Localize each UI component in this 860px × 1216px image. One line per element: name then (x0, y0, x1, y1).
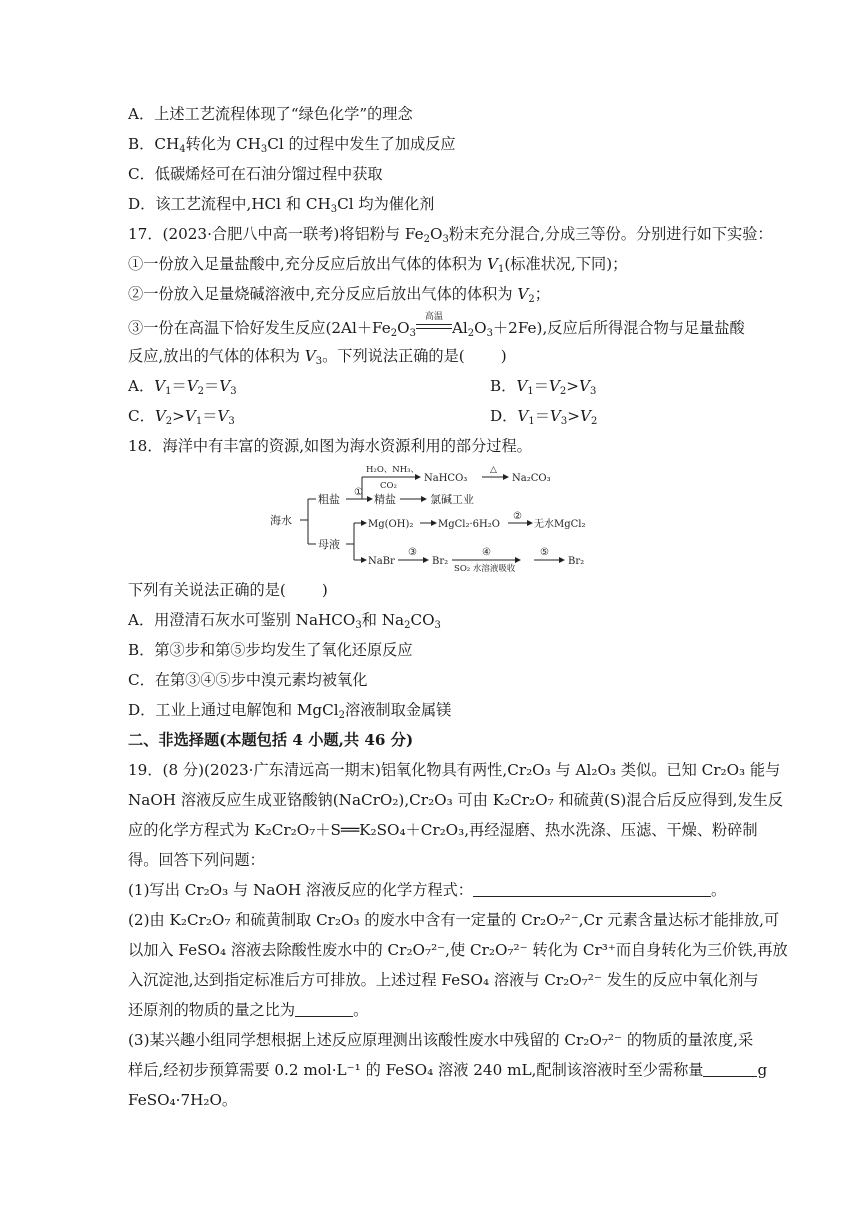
q17-stem: 17．(2023·合肥八中高一联考)将铝粉与 $Fe_2O_3$粉末充分混合,分成三等份。分别进行如下实验： (128, 225, 773, 245)
q18-option-c: C．在第③④⑤步中溴元素均被氧化 (128, 671, 368, 689)
label-step-2: ② (513, 511, 522, 522)
seawater-flow-diagram (268, 460, 600, 572)
label-co2: CO₂ (380, 481, 397, 491)
q17-option-a: A．$V_1=V_2=V_3$ (128, 377, 237, 397)
q18-question: 下列有关说法正确的是( ) (128, 581, 328, 599)
label-heat: △ (490, 465, 497, 475)
label-so2-absorb: SO₂ 水溶液吸收 (454, 564, 516, 572)
section-heading: 二、非选择题(本题包括 4 小题,共 46 分) (128, 731, 414, 749)
node-seawater: 海水 (270, 514, 292, 527)
q17-item-1: ①一份放入足量盐酸中,充分反应后放出气体的体积为 $V_1$(标准状况,下同)； (128, 255, 628, 275)
q18-option-d: D．工业上通过电解饱和 MgCl$_2$溶液制取金属镁 (128, 701, 452, 721)
node-mother-liquor: 母液 (318, 538, 340, 551)
q19-part-3-line-2: 样后,经初步预算需要 0.2 mol·L⁻¹ 的 FeSO₄ 溶液 240 mL,配制该溶液时至少需称量 g (128, 1061, 768, 1079)
q19-part-2-line-2: 以加入 FeSO₄ 溶液去除酸性废水中的 Cr₂O₇²⁻,使 Cr₂O₇²⁻ 转化为 Cr³⁺而自身转化为三价铁,再放 (128, 941, 788, 959)
q18-stem: 18．海洋中有丰富的资源,如图为海水资源利用的部分过程。 (128, 437, 532, 455)
node-mgoh2: Mg(OH)₂ (368, 519, 414, 530)
label-step-1: ① (354, 487, 363, 498)
node-nabr: NaBr (368, 556, 395, 567)
node-mgcl2-hydrate: MgCl₂·6H₂O (438, 519, 500, 530)
node-anhydrous-mgcl2: 无水MgCl₂ (534, 519, 586, 530)
q19-part-2-line-4: 还原剂的物质的量之比为 。 (128, 1001, 369, 1019)
q16-option-a: A．上述工艺流程体现了“绿色化学”的理念 (128, 105, 413, 123)
node-crude-salt: 粗盐 (318, 493, 340, 506)
label-step-4: ④ (482, 547, 491, 558)
q17-item-2: ②一份放入足量烧碱溶液中,充分反应后放出气体的体积为 $V_2$； (128, 285, 550, 305)
q17-option-b: B．$V_1=V_2>V_3$ (490, 377, 597, 397)
q19-part-3-line-1: (3)某兴趣小组同学想根据上述反应原理测出该酸性废水中残留的 Cr₂O₇²⁻ 的物质的量浓度,采 (128, 1031, 754, 1049)
q17-item-3-cont: 反应,放出的气体的体积为 $V_3$。下列说法正确的是( ) (128, 347, 507, 367)
q19-part-2-line-1: (2)由 K₂Cr₂O₇ 和硫黄制取 Cr₂O₃ 的废水中含有一定量的 Cr₂O₇²⁻,Cr 元素含量达标才能排放,可 (128, 911, 780, 929)
q16-option-d: D．该工艺流程中,HCl 和 $CH_3Cl$ 均为催化剂 (128, 195, 435, 215)
q19-part-3-line-3: FeSO₄·7H₂O。 (128, 1091, 238, 1109)
q19-part-1: (1)写出 Cr₂O₃ 与 NaOH 溶液反应的化学方程式： 。 (128, 881, 727, 899)
answer-blank-1[interactable] (473, 882, 711, 897)
node-br2-a: Br₂ (432, 556, 449, 567)
node-fine-salt: 精盐 (374, 493, 396, 506)
label-step-3: ③ (408, 547, 417, 558)
label-reagents: H₂O、NH₃、 (366, 465, 420, 475)
node-na2co3: Na₂CO₃ (512, 473, 551, 484)
q17-option-row-1 (128, 376, 597, 402)
node-chlor-alkali: 氯碱工业 (430, 493, 474, 506)
node-br2-b: Br₂ (568, 556, 585, 567)
q19-line-3: 应的化学方程式为 K₂Cr₂O₇＋S══K₂SO₄＋Cr₂O₃,再经湿磨、热水洗涤、压滤、干燥、粉碎制 (128, 821, 758, 839)
q17-option-row-2 (128, 406, 598, 432)
label-step-5: ⑤ (540, 547, 549, 558)
q18-option-a: A．用澄清石灰水可鉴别 NaHCO$_3$和 $Na_2CO_3$ (128, 611, 441, 631)
q19-part-2-line-3: 入沉淀池,达到指定标准后方可排放。上述过程 FeSO₄ 溶液与 Cr₂O₇²⁻ 发生的反应中氧化剂与 (128, 971, 759, 989)
answer-blank-3[interactable] (703, 1062, 757, 1077)
q19-line-1: 19．(8 分)(2023·广东清远高一期末)铝氧化物具有两性,Cr₂O₃ 与 Al₂O₃ 类似。已知 Cr₂O₃ 能与 (128, 761, 781, 779)
answer-blank-2[interactable] (295, 1002, 353, 1017)
q19-line-4: 得。回答下列问题： (128, 851, 265, 869)
node-nahco3: NaHCO₃ (424, 473, 468, 484)
q18-option-b: B．第③步和第⑤步均发生了氧化还原反应 (128, 641, 413, 659)
q17-option-d: D．$V_1=V_3>V_2$ (490, 407, 598, 427)
q16-option-b: B．$CH_4$转化为 $CH_3Cl$ 的过程中发生了加成反应 (128, 135, 456, 155)
q17-item-3: ③一份在高温下恰好发生反应($2Al+Fe_2O_3$ 高温 $Al_2O_3+2Fe$),反应后所得混合物与足量盐酸 (128, 312, 745, 339)
q16-option-c: C．低碳烯烃可在石油分馏过程中获取 (128, 165, 383, 183)
reaction-condition: 高温 (416, 318, 452, 338)
q17-option-c: C．$V_2>V_1=V_3$ (128, 407, 235, 427)
q19-line-2: NaOH 溶液反应生成亚铬酸钠(NaCrO₂),Cr₂O₃ 可由 K₂Cr₂O₇ 和硫黄(S)混合后反应得到,发生反 (128, 791, 784, 809)
